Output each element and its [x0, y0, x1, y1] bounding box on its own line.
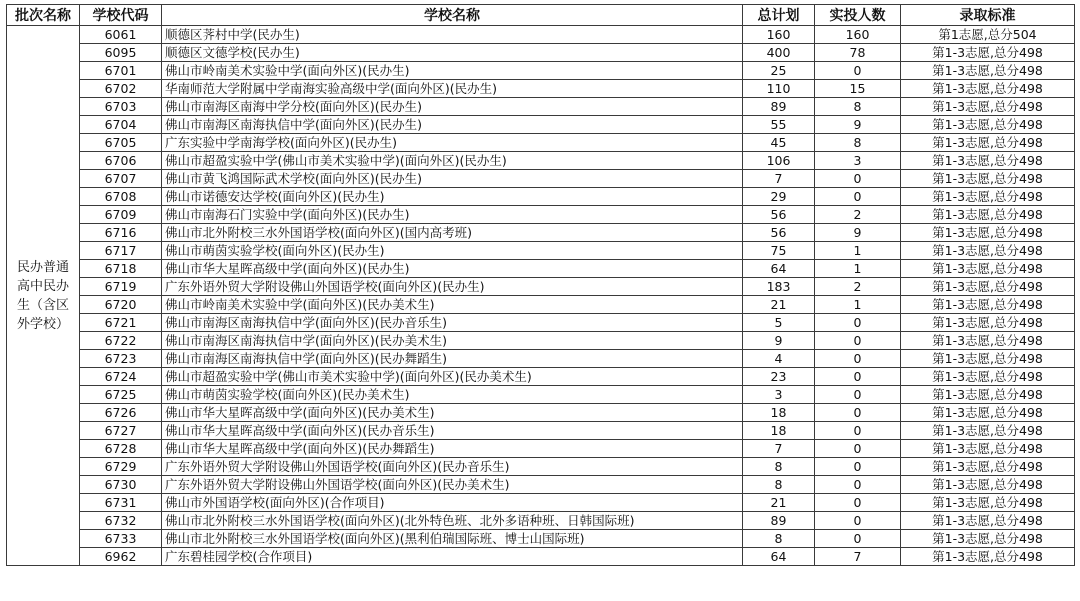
actual-applicants-cell: 0 [815, 494, 901, 512]
school-code-cell: 6730 [80, 476, 162, 494]
table-body [7, 26, 1075, 566]
school-name-cell: 佛山市南海区南海执信中学(面向外区)(民办美术生) [162, 332, 743, 350]
school-code-cell: 6704 [80, 116, 162, 134]
school-code-cell: 6732 [80, 512, 162, 530]
actual-applicants-cell: 0 [815, 62, 901, 80]
actual-applicants-cell: 0 [815, 458, 901, 476]
total-plan-cell: 9 [743, 332, 815, 350]
table-row [7, 314, 1075, 332]
school-name-cell: 佛山市南海区南海执信中学(面向外区)(民办生) [162, 116, 743, 134]
table-row [7, 26, 1075, 44]
table-row [7, 404, 1075, 422]
actual-applicants-cell: 0 [815, 404, 901, 422]
admission-standard-cell: 第1-3志愿,总分498 [901, 278, 1075, 296]
actual-applicants-cell: 2 [815, 206, 901, 224]
school-name-cell: 广东碧桂园学校(合作项目) [162, 548, 743, 566]
actual-applicants-cell: 0 [815, 188, 901, 206]
total-plan-cell: 4 [743, 350, 815, 368]
total-plan-cell: 89 [743, 98, 815, 116]
header-actual-applicants: 实投人数 [815, 5, 901, 26]
school-name-cell: 佛山市南海区南海执信中学(面向外区)(民办舞蹈生) [162, 350, 743, 368]
header-school-name: 学校名称 [162, 5, 743, 26]
admission-standard-cell: 第1-3志愿,总分498 [901, 134, 1075, 152]
table-row [7, 296, 1075, 314]
actual-applicants-cell: 0 [815, 512, 901, 530]
school-name-cell: 佛山市华大星晖高级中学(面向外区)(民办音乐生) [162, 422, 743, 440]
school-code-cell: 6707 [80, 170, 162, 188]
total-plan-cell: 400 [743, 44, 815, 62]
total-plan-cell: 75 [743, 242, 815, 260]
header-school-code: 学校代码 [80, 5, 162, 26]
school-code-cell: 6716 [80, 224, 162, 242]
admission-standard-cell: 第1-3志愿,总分498 [901, 188, 1075, 206]
actual-applicants-cell: 0 [815, 386, 901, 404]
school-name-cell: 佛山市北外附校三水外国语学校(面向外区)(黑利伯瑞国际班、博士山国际班) [162, 530, 743, 548]
school-name-cell: 佛山市华大星晖高级中学(面向外区)(民办美术生) [162, 404, 743, 422]
total-plan-cell: 106 [743, 152, 815, 170]
table-row [7, 530, 1075, 548]
actual-applicants-cell: 0 [815, 440, 901, 458]
table-row [7, 458, 1075, 476]
total-plan-cell: 5 [743, 314, 815, 332]
total-plan-cell: 18 [743, 404, 815, 422]
admission-standard-cell: 第1-3志愿,总分498 [901, 224, 1075, 242]
school-code-cell: 6095 [80, 44, 162, 62]
school-code-cell: 6705 [80, 134, 162, 152]
header-admission-standard: 录取标准 [901, 5, 1075, 26]
admission-standard-cell: 第1-3志愿,总分498 [901, 260, 1075, 278]
total-plan-cell: 7 [743, 170, 815, 188]
school-code-cell: 6729 [80, 458, 162, 476]
school-name-cell: 佛山市岭南美术实验中学(面向外区)(民办美术生) [162, 296, 743, 314]
table-row [7, 188, 1075, 206]
school-code-cell: 6717 [80, 242, 162, 260]
school-name-cell: 顺德区文德学校(民办生) [162, 44, 743, 62]
admission-standard-cell: 第1-3志愿,总分498 [901, 368, 1075, 386]
admission-standard-cell: 第1-3志愿,总分498 [901, 116, 1075, 134]
admission-table [6, 4, 1075, 566]
school-code-cell: 6708 [80, 188, 162, 206]
actual-applicants-cell: 8 [815, 98, 901, 116]
school-name-cell: 广东外语外贸大学附设佛山外国语学校(面向外区)(民办美术生) [162, 476, 743, 494]
table-row [7, 350, 1075, 368]
school-code-cell: 6724 [80, 368, 162, 386]
admission-standard-cell: 第1-3志愿,总分498 [901, 512, 1075, 530]
admission-standard-cell: 第1-3志愿,总分498 [901, 530, 1075, 548]
admission-standard-cell: 第1-3志愿,总分498 [901, 296, 1075, 314]
total-plan-cell: 3 [743, 386, 815, 404]
actual-applicants-cell: 0 [815, 368, 901, 386]
admission-standard-cell: 第1-3志愿,总分498 [901, 152, 1075, 170]
table-row [7, 152, 1075, 170]
total-plan-cell: 183 [743, 278, 815, 296]
admission-standard-cell: 第1-3志愿,总分498 [901, 332, 1075, 350]
admission-standard-cell: 第1-3志愿,总分498 [901, 206, 1075, 224]
school-code-cell: 6701 [80, 62, 162, 80]
admission-standard-cell: 第1-3志愿,总分498 [901, 548, 1075, 566]
actual-applicants-cell: 8 [815, 134, 901, 152]
actual-applicants-cell: 160 [815, 26, 901, 44]
actual-applicants-cell: 9 [815, 224, 901, 242]
school-code-cell: 6726 [80, 404, 162, 422]
table-row [7, 260, 1075, 278]
school-code-cell: 6719 [80, 278, 162, 296]
admission-standard-cell: 第1-3志愿,总分498 [901, 386, 1075, 404]
admission-standard-cell: 第1-3志愿,总分498 [901, 80, 1075, 98]
table-row [7, 386, 1075, 404]
total-plan-cell: 89 [743, 512, 815, 530]
school-name-cell: 广东外语外贸大学附设佛山外国语学校(面向外区)(民办生) [162, 278, 743, 296]
table-row [7, 440, 1075, 458]
actual-applicants-cell: 0 [815, 530, 901, 548]
total-plan-cell: 64 [743, 260, 815, 278]
admission-standard-cell: 第1-3志愿,总分498 [901, 494, 1075, 512]
school-name-cell: 佛山市萌茵实验学校(面向外区)(民办美术生) [162, 386, 743, 404]
actual-applicants-cell: 0 [815, 332, 901, 350]
actual-applicants-cell: 0 [815, 314, 901, 332]
actual-applicants-cell: 1 [815, 242, 901, 260]
admission-standard-cell: 第1-3志愿,总分498 [901, 350, 1075, 368]
actual-applicants-cell: 7 [815, 548, 901, 566]
school-code-cell: 6706 [80, 152, 162, 170]
table-row [7, 332, 1075, 350]
total-plan-cell: 160 [743, 26, 815, 44]
header-total-plan: 总计划 [743, 5, 815, 26]
school-name-cell: 佛山市黄飞鸿国际武术学校(面向外区)(民办生) [162, 170, 743, 188]
school-name-cell: 佛山市萌茵实验学校(面向外区)(民办生) [162, 242, 743, 260]
table-header-row [7, 5, 1075, 26]
school-name-cell: 佛山市南海区南海执信中学(面向外区)(民办音乐生) [162, 314, 743, 332]
school-name-cell: 佛山市华大星晖高级中学(面向外区)(民办生) [162, 260, 743, 278]
total-plan-cell: 23 [743, 368, 815, 386]
total-plan-cell: 29 [743, 188, 815, 206]
table-row [7, 548, 1075, 566]
school-name-cell: 佛山市南海区南海中学分校(面向外区)(民办生) [162, 98, 743, 116]
admission-table-container [6, 4, 1074, 566]
admission-standard-cell: 第1-3志愿,总分498 [901, 62, 1075, 80]
table-row [7, 44, 1075, 62]
school-name-cell: 佛山市诺德安达学校(面向外区)(民办生) [162, 188, 743, 206]
school-name-cell: 佛山市南海石门实验中学(面向外区)(民办生) [162, 206, 743, 224]
actual-applicants-cell: 0 [815, 476, 901, 494]
table-row [7, 206, 1075, 224]
table-row [7, 80, 1075, 98]
actual-applicants-cell: 1 [815, 296, 901, 314]
header-category: 批次名称 [7, 5, 80, 26]
actual-applicants-cell: 1 [815, 260, 901, 278]
school-code-cell: 6709 [80, 206, 162, 224]
actual-applicants-cell: 78 [815, 44, 901, 62]
batch-category-cell: 民办普通高中民办生（含区外学校） [7, 26, 80, 566]
school-code-cell: 6723 [80, 350, 162, 368]
admission-standard-cell: 第1-3志愿,总分498 [901, 422, 1075, 440]
admission-standard-cell: 第1-3志愿,总分498 [901, 44, 1075, 62]
table-row [7, 278, 1075, 296]
admission-standard-cell: 第1-3志愿,总分498 [901, 440, 1075, 458]
total-plan-cell: 8 [743, 476, 815, 494]
school-code-cell: 6702 [80, 80, 162, 98]
actual-applicants-cell: 3 [815, 152, 901, 170]
school-name-cell: 华南师范大学附属中学南海实验高级中学(面向外区)(民办生) [162, 80, 743, 98]
total-plan-cell: 8 [743, 530, 815, 548]
table-row [7, 368, 1075, 386]
total-plan-cell: 8 [743, 458, 815, 476]
total-plan-cell: 64 [743, 548, 815, 566]
school-name-cell: 佛山市华大星晖高级中学(面向外区)(民办舞蹈生) [162, 440, 743, 458]
total-plan-cell: 25 [743, 62, 815, 80]
admission-standard-cell: 第1-3志愿,总分498 [901, 170, 1075, 188]
school-code-cell: 6718 [80, 260, 162, 278]
total-plan-cell: 7 [743, 440, 815, 458]
school-name-cell: 佛山市超盈实验中学(佛山市美术实验中学)(面向外区)(民办美术生) [162, 368, 743, 386]
school-name-cell: 佛山市超盈实验中学(佛山市美术实验中学)(面向外区)(民办生) [162, 152, 743, 170]
school-name-cell: 佛山市北外附校三水外国语学校(面向外区)(北外特色班、北外多语种班、日韩国际班) [162, 512, 743, 530]
school-code-cell: 6733 [80, 530, 162, 548]
table-row [7, 224, 1075, 242]
school-code-cell: 6061 [80, 26, 162, 44]
school-code-cell: 6720 [80, 296, 162, 314]
total-plan-cell: 21 [743, 494, 815, 512]
actual-applicants-cell: 15 [815, 80, 901, 98]
total-plan-cell: 18 [743, 422, 815, 440]
school-name-cell: 广东实验中学南海学校(面向外区)(民办生) [162, 134, 743, 152]
school-code-cell: 6728 [80, 440, 162, 458]
admission-standard-cell: 第1-3志愿,总分498 [901, 404, 1075, 422]
school-name-cell: 佛山市外国语学校(面向外区)(合作项目) [162, 494, 743, 512]
table-row [7, 170, 1075, 188]
total-plan-cell: 56 [743, 206, 815, 224]
total-plan-cell: 45 [743, 134, 815, 152]
table-row [7, 494, 1075, 512]
admission-standard-cell: 第1志愿,总分504 [901, 26, 1075, 44]
admission-standard-cell: 第1-3志愿,总分498 [901, 242, 1075, 260]
school-name-cell: 广东外语外贸大学附设佛山外国语学校(面向外区)(民办音乐生) [162, 458, 743, 476]
table-row [7, 422, 1075, 440]
table-row [7, 512, 1075, 530]
school-name-cell: 顺德区荠村中学(民办生) [162, 26, 743, 44]
school-code-cell: 6722 [80, 332, 162, 350]
table-row [7, 116, 1075, 134]
actual-applicants-cell: 0 [815, 170, 901, 188]
school-name-cell: 佛山市北外附校三水外国语学校(面向外区)(国内高考班) [162, 224, 743, 242]
table-row [7, 134, 1075, 152]
school-code-cell: 6721 [80, 314, 162, 332]
total-plan-cell: 56 [743, 224, 815, 242]
actual-applicants-cell: 2 [815, 278, 901, 296]
school-code-cell: 6725 [80, 386, 162, 404]
table-row [7, 476, 1075, 494]
actual-applicants-cell: 9 [815, 116, 901, 134]
school-name-cell: 佛山市岭南美术实验中学(面向外区)(民办生) [162, 62, 743, 80]
table-row [7, 242, 1075, 260]
school-code-cell: 6703 [80, 98, 162, 116]
total-plan-cell: 21 [743, 296, 815, 314]
admission-standard-cell: 第1-3志愿,总分498 [901, 476, 1075, 494]
actual-applicants-cell: 0 [815, 422, 901, 440]
table-row [7, 98, 1075, 116]
admission-standard-cell: 第1-3志愿,总分498 [901, 314, 1075, 332]
admission-standard-cell: 第1-3志愿,总分498 [901, 98, 1075, 116]
total-plan-cell: 55 [743, 116, 815, 134]
school-code-cell: 6962 [80, 548, 162, 566]
school-code-cell: 6727 [80, 422, 162, 440]
total-plan-cell: 110 [743, 80, 815, 98]
admission-standard-cell: 第1-3志愿,总分498 [901, 458, 1075, 476]
actual-applicants-cell: 0 [815, 350, 901, 368]
table-row [7, 62, 1075, 80]
school-code-cell: 6731 [80, 494, 162, 512]
